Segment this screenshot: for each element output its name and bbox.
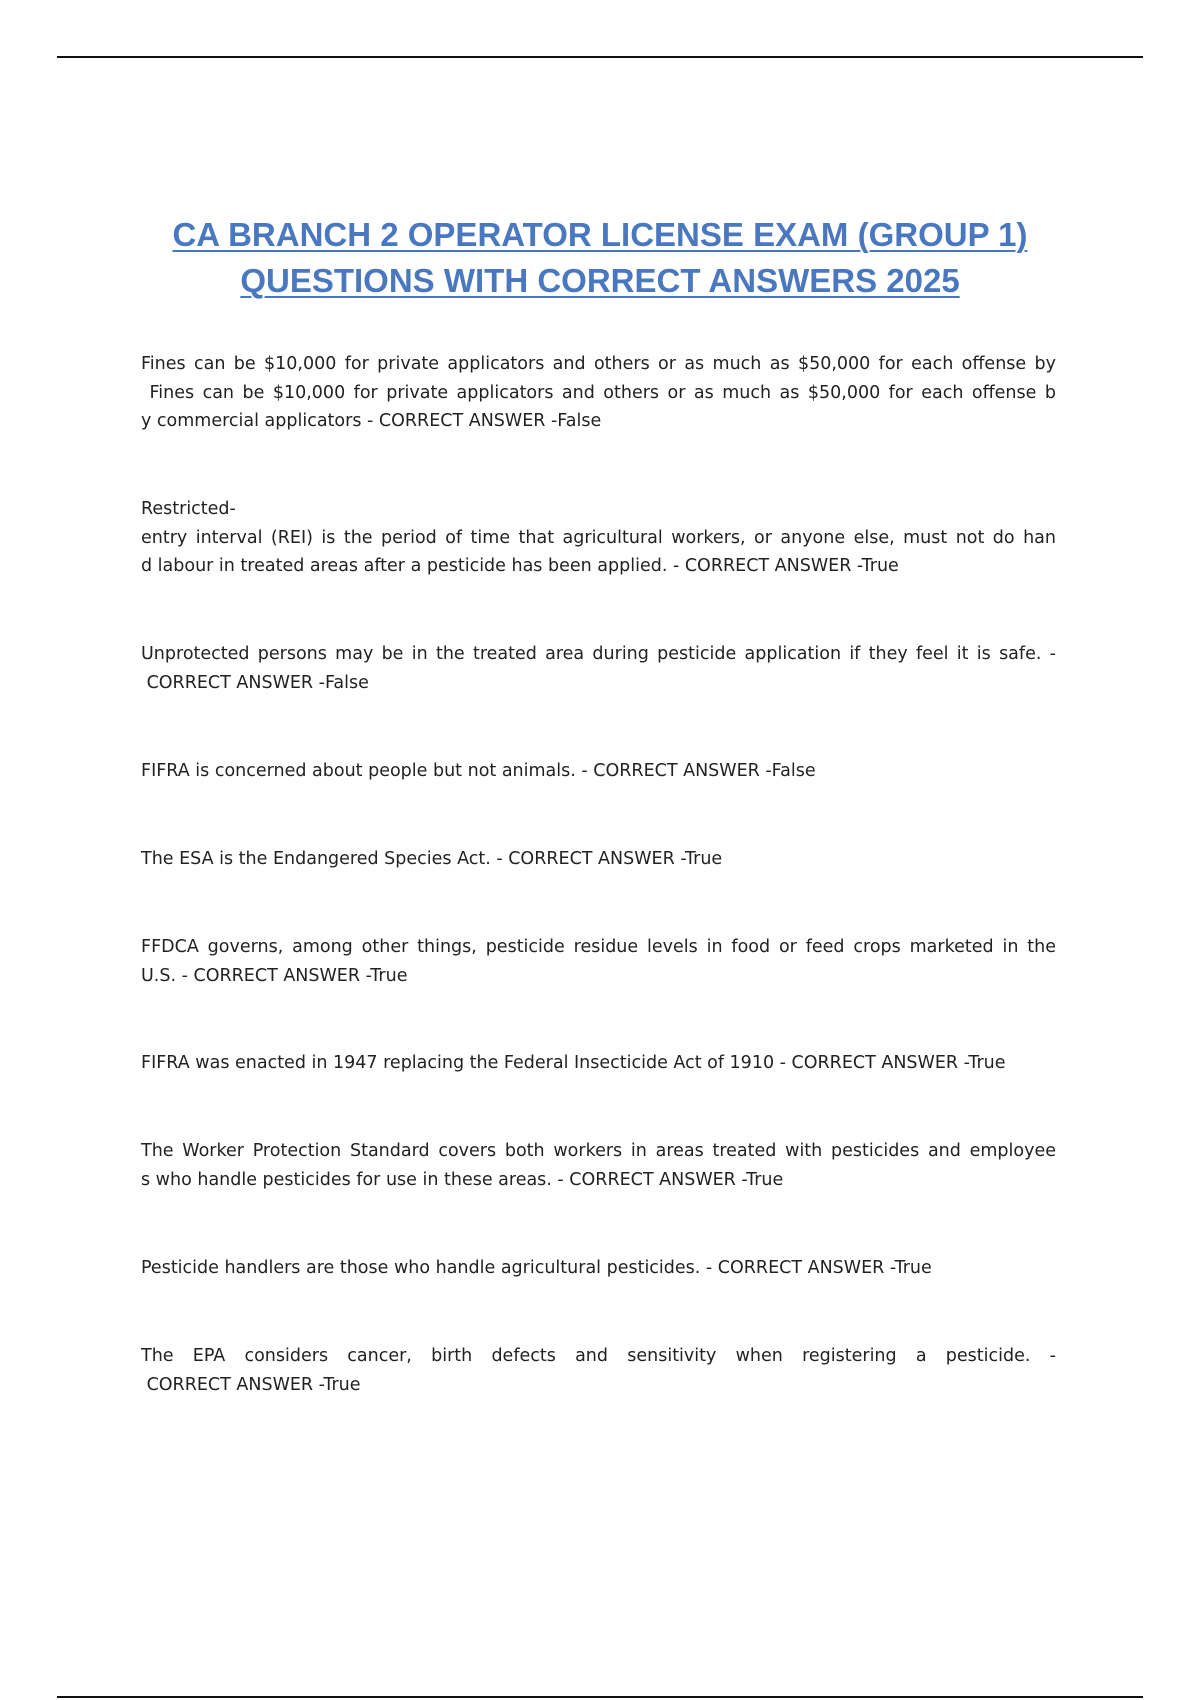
title-line: CA BRANCH 2 OPERATOR LICENSE EXAM (GROUP 1) xyxy=(172,216,1028,253)
question-item xyxy=(141,933,1056,990)
question-line: FFDCA governs, among other things, pesticide residue levels in food or feed crops marketed in the xyxy=(141,937,1056,957)
question-item xyxy=(141,1049,1056,1078)
question-line: d labour in treated areas after a pesticide has been applied. - CORRECT ANSWER -True xyxy=(141,556,899,576)
question-line: FIFRA is concerned about people but not animals. - CORRECT ANSWER -False xyxy=(141,761,816,781)
question-item xyxy=(141,640,1056,697)
question-item xyxy=(141,350,1056,436)
question-line: Fines can be $10,000 for private applicators and others or as much as $50,000 for each offense b xyxy=(141,382,1056,403)
document-title xyxy=(120,212,1080,304)
question-line: CORRECT ANSWER -True xyxy=(141,1374,361,1395)
question-item xyxy=(141,757,1056,786)
question-line: Restricted- xyxy=(141,499,236,519)
question-line: The Worker Protection Standard covers both workers in areas treated with pesticides and employee xyxy=(141,1141,1056,1161)
header-rule xyxy=(57,56,1143,58)
question-item xyxy=(141,1342,1056,1399)
question-line: Pesticide handlers are those who handle agricultural pesticides. - CORRECT ANSWER -True xyxy=(141,1258,932,1278)
question-line: CORRECT ANSWER -False xyxy=(141,672,369,693)
question-line: Unprotected persons may be in the treated area during pesticide application if they feel it is safe. - xyxy=(141,644,1056,664)
question-line: The ESA is the Endangered Species Act. - CORRECT ANSWER -True xyxy=(141,849,723,869)
title-line: QUESTIONS WITH CORRECT ANSWERS 2025 xyxy=(240,262,960,299)
question-item xyxy=(141,495,1056,581)
question-line: U.S. - CORRECT ANSWER -True xyxy=(141,965,408,986)
question-line: s who handle pesticides for use in these areas. - CORRECT ANSWER -True xyxy=(141,1169,784,1190)
question-item xyxy=(141,1254,1056,1283)
question-item xyxy=(141,1137,1056,1194)
question-line: Fines can be $10,000 for private applicators and others or as much as $50,000 for each offense by xyxy=(141,354,1056,374)
footer-rule xyxy=(57,1696,1143,1698)
question-line: entry interval (REI) is the period of time that agricultural workers, or anyone else, must not do han xyxy=(141,527,1056,548)
question-item xyxy=(141,845,1056,874)
question-line: y commercial applicators - CORRECT ANSWER -False xyxy=(141,411,602,431)
question-line: The EPA considers cancer, birth defects and sensitivity when registering a pesticide. - xyxy=(141,1346,1056,1366)
question-line: FIFRA was enacted in 1947 replacing the Federal Insecticide Act of 1910 - CORRECT ANSWER -True xyxy=(141,1053,1006,1073)
